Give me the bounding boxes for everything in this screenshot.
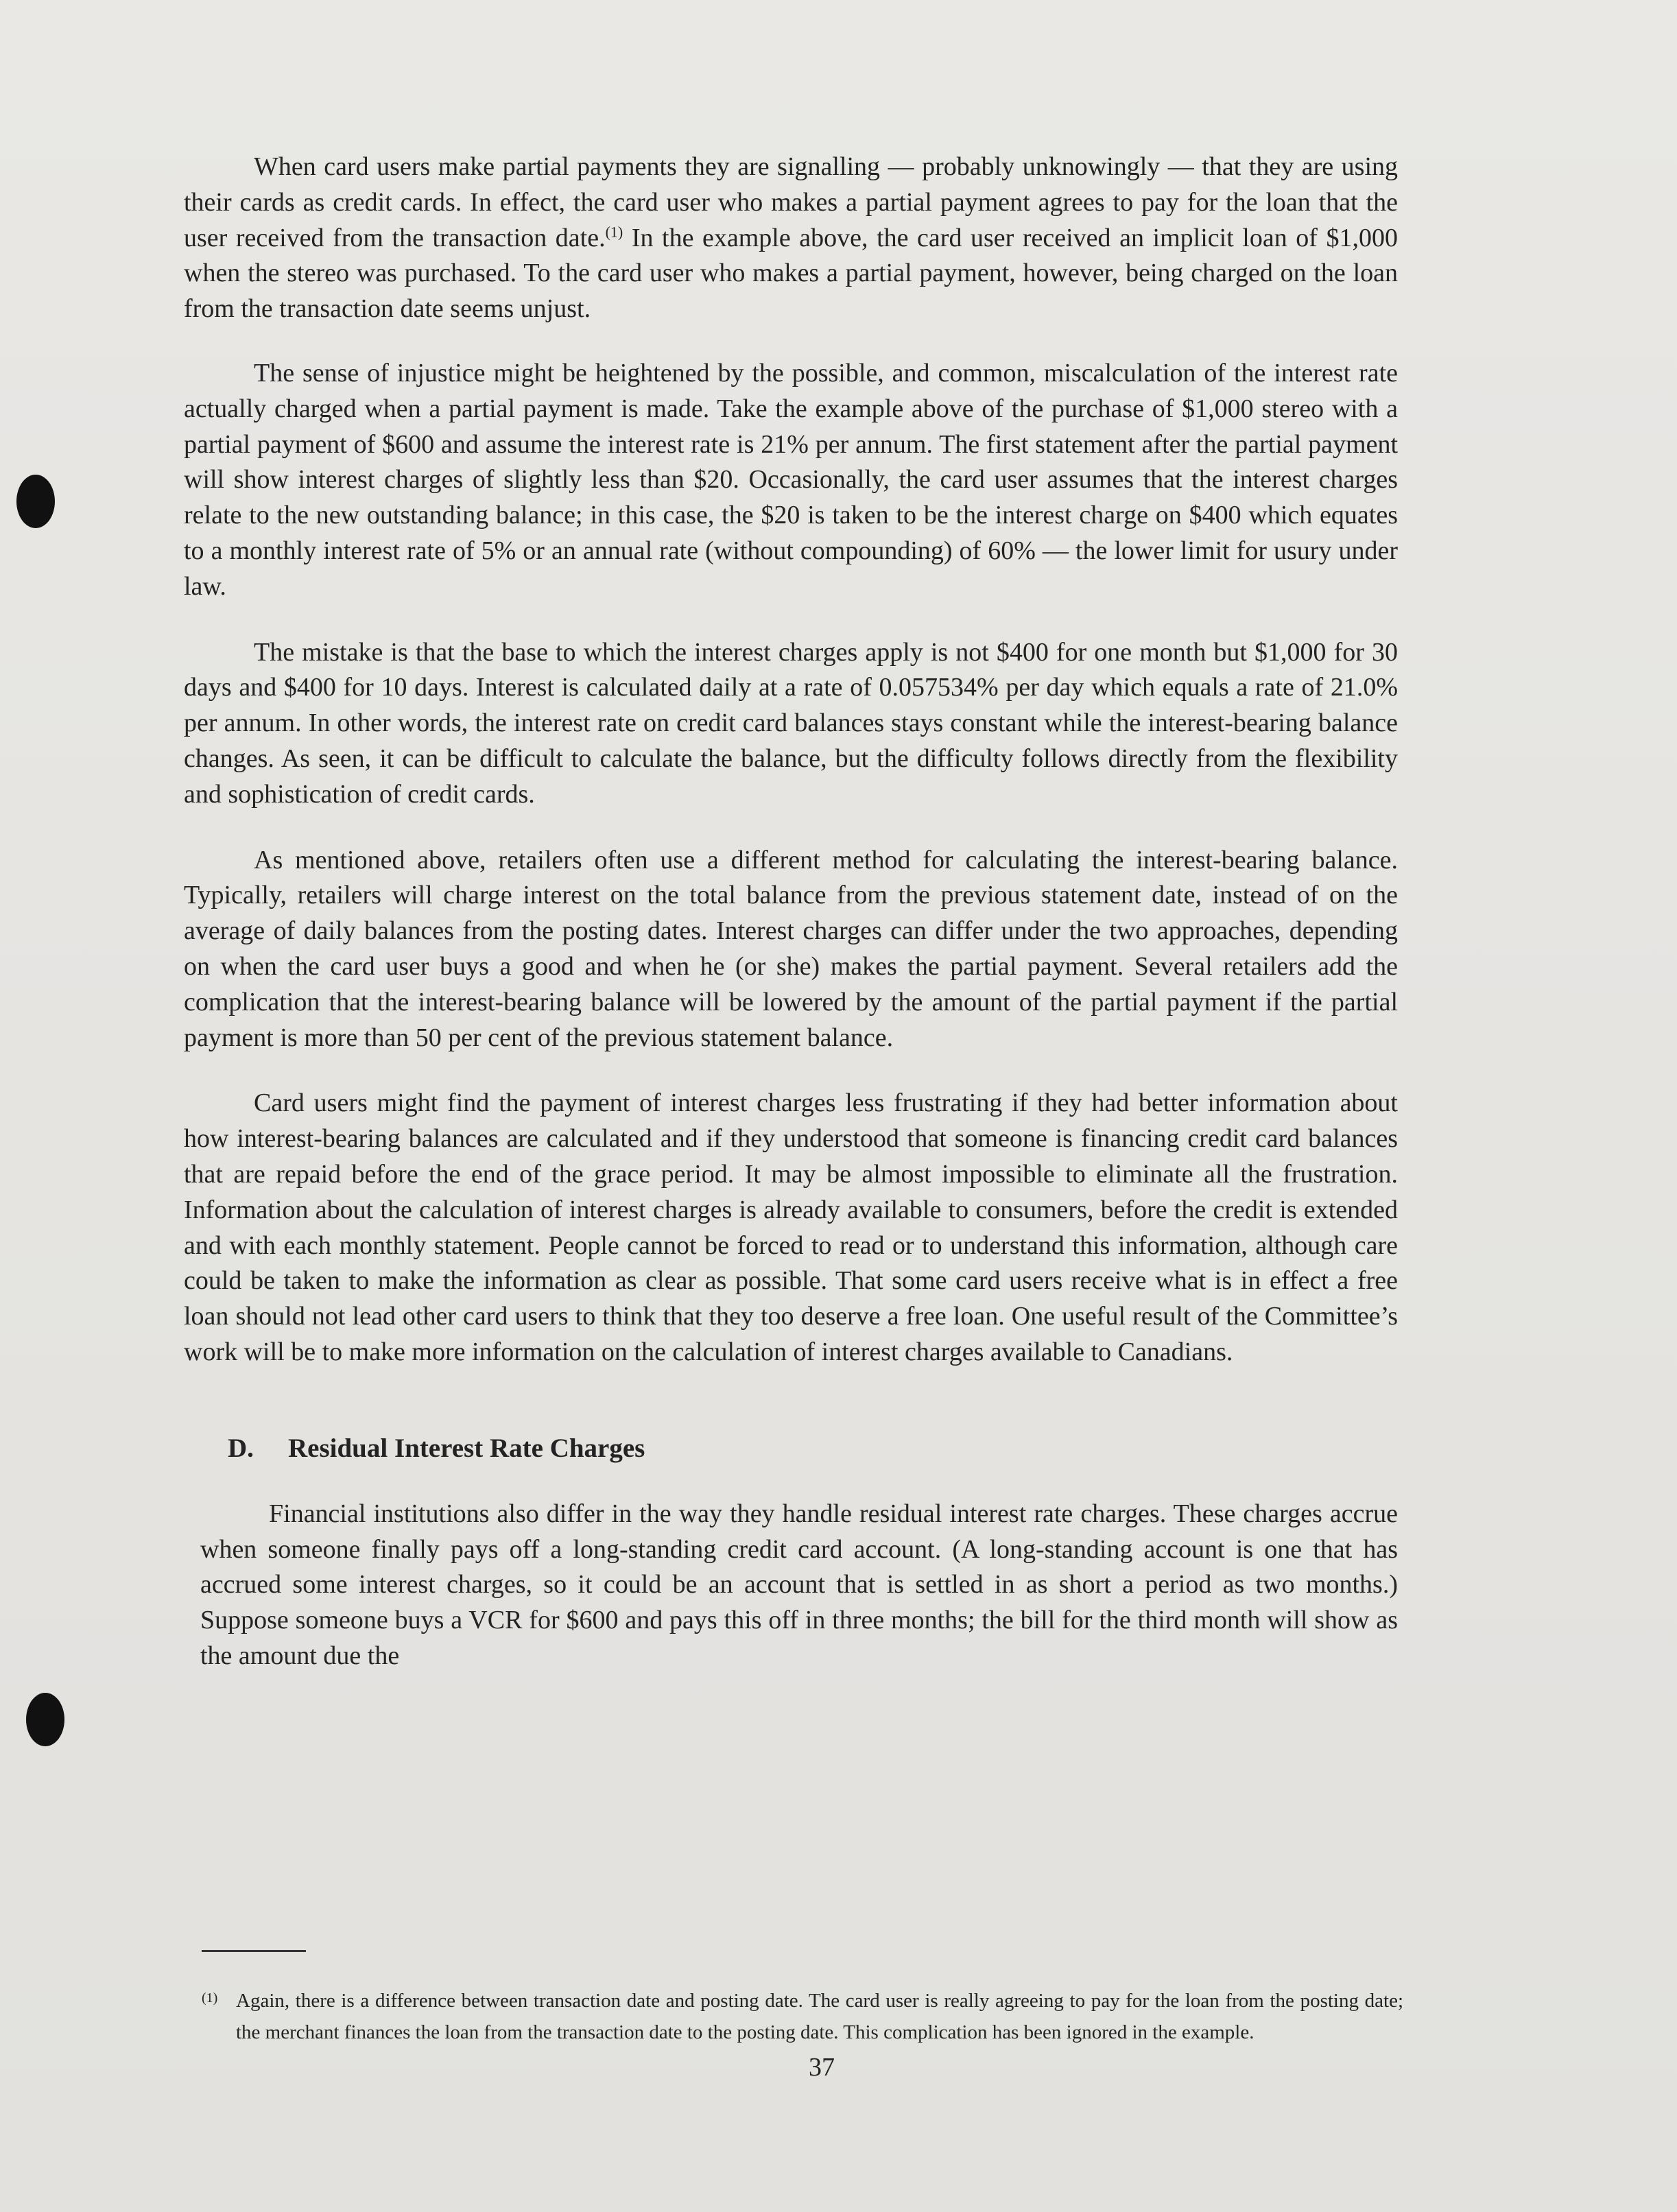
paragraph: Card users might find the payment of interest charges less frustrating if they had better information about how interest-bearing balances are calculated and if they understood that someone is financing credit card balances that are repaid before the end of the grace period. It may be almost impossible to eliminate all the frustration. Information about the calculation of interest charges is already available to consumers, before the credit is extended and with each monthly statement. People cannot be forced to read or to understand this information, although care could be taken to make the information as clear as possible. That some card users receive what is in effect a free loan should not lead other card users to think that they too deserve a free loan. One useful result of the Committee’s work will be to make more information on the calculation of interest charges available to Canadians. xyxy=(184,1089,1398,1366)
footnote-divider xyxy=(202,1950,306,1952)
section-letter: D. xyxy=(228,1433,254,1463)
paragraph: The sense of injustice might be heightened by the possible, and common, miscalculation of the interest rate actually charged when a partial payment is made. Take the example above of the purchase of $1,000 stereo with a partial payment of $600 and assume the interest rate is 21% per annum. The first statement after the partial payment will show interest charges of slightly less than $20. Occasionally, the card user assumes that the interest charges relate to the new outstanding balance; in this case, the $20 is taken to be the interest charge on $400 which equates to a monthly interest rate of 5% or an annual rate (without compounding) of 60% — the lower limit for usury under law. xyxy=(184,358,1398,601)
footnote-mark: (1) xyxy=(202,1990,218,2006)
footnote-reference: (1) xyxy=(605,222,623,240)
punch-hole xyxy=(16,475,55,528)
punch-hole xyxy=(26,1693,64,1746)
paragraph: When card users make partial payments they are signalling — probably unknowingly — that they are using their cards as credit cards. In effect, the card user who makes a partial payment agrees to pay for the loan that the user received from the transaction date.$^{(1)}$ In the example above, the card user received an implicit loan of $1,000 when the stereo was purchased. To the card user who makes a partial payment, however, being charged on the loan from the transaction date seems unjust. xyxy=(184,152,1399,324)
page-number: 37 xyxy=(809,2053,835,2082)
body-text xyxy=(184,150,1398,1674)
paragraph: As mentioned above, retailers often use a different method for calculating the interest-bearing balance. Typically, retailers will charge interest on the total balance from the previous statement date, instead of on the average of daily balances from the posting dates. Interest charges can differ under the two approaches, depending on when the card user buys a good and when he (or she) makes the partial payment. Several retailers add the complication that the interest-bearing balance will be lowered by the amount of the partial payment if the partial payment is more than 50 per cent of the previous statement balance. xyxy=(184,845,1398,1052)
paragraph: The mistake is that the base to which the interest charges apply is not $400 for one month but $1,000 for 30 days and $400 for 10 days. Interest is calculated daily at a rate of 0.057534% per day which equals a rate of 21.0% per annum. In other words, the interest rate on credit card balances stays constant while the interest-bearing balance changes. As seen, it can be difficult to calculate the balance, but the difficulty follows directly from the flexibility and sophistication of credit cards. xyxy=(184,637,1398,809)
section-title: Residual Interest Rate Charges xyxy=(288,1433,645,1463)
section-heading xyxy=(228,1431,1398,1466)
footnote-text: Again, there is a difference between transaction date and posting date. The card user is really agreeing to pay for the loan from the posting date; the merchant finances the loan from the transaction date to the posting date. This complication has been ignored in the example. xyxy=(236,1990,1403,2043)
footnote xyxy=(202,1985,1403,2048)
paragraph: Financial institutions also differ in the way they handle residual interest rate charges. These charges accrue when someone finally pays off a long-standing credit card account. (A long-standing account is one that has accrued some interest charges, so it could be an account that is settled in as short a period as two months.) Suppose someone buys a VCR for $600 and pays this off in three months; the bill for the third month will show as the amount due the xyxy=(200,1499,1398,1670)
